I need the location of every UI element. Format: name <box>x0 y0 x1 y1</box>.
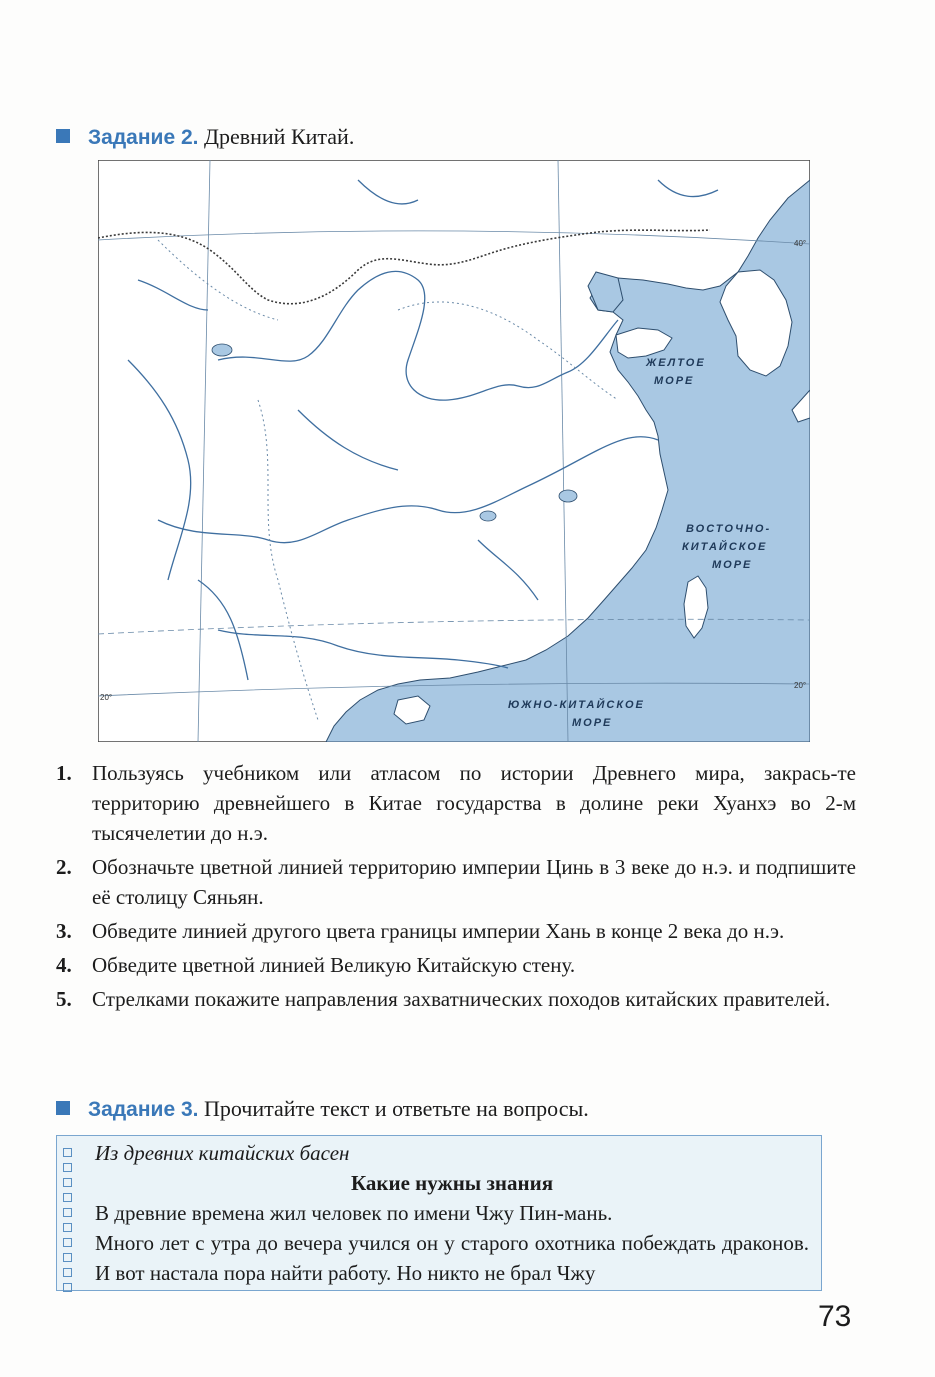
degree-label-20-right: 20° <box>794 681 807 690</box>
task2-label: Задание 2. <box>88 126 199 149</box>
text-source: Из древних китайских басен <box>95 1141 350 1165</box>
task3-label: Задание 3. <box>88 1098 199 1121</box>
task-text: Обведите цветной линией Великую Китайскую стену. <box>92 953 576 977</box>
task3-title: Прочитайте текст и ответьте на вопросы. <box>203 1096 589 1121</box>
task-text: Пользуясь учебником или атласом по истории Древнего мира, закрась-те территорию древнейшего в Китае государства в долине реки Хуанхэ во 2-м тысячелетии до н.э. <box>92 761 856 845</box>
task2-heading <box>56 124 354 150</box>
decorative-squares <box>63 1148 73 1298</box>
map-ancient-china <box>98 160 810 742</box>
east-sea-label-3: МОРЕ <box>712 559 753 571</box>
task-item <box>56 984 856 1014</box>
task-text: Стрелками покажите направления захватнических походов китайских правителей. <box>92 987 831 1011</box>
bullet-square-icon <box>56 1101 70 1115</box>
page-number: 73 <box>818 1300 852 1333</box>
reading-text-box <box>56 1135 822 1291</box>
yellow-sea-label-1: ЖЕЛТОЕ <box>646 357 706 369</box>
task-number: 5. <box>56 987 72 1011</box>
bullet-square-icon <box>56 129 70 143</box>
text-paragraph: В древние времена жил человек по имени Чжу Пин-мань. <box>95 1201 613 1225</box>
degree-label-40: 40° <box>794 239 807 248</box>
degree-label-20-left: 20° <box>100 693 113 702</box>
task-number: 2. <box>56 855 72 879</box>
task3-heading <box>56 1096 589 1122</box>
south-sea-label-1: ЮЖНО-КИТАЙСКОЕ <box>508 699 645 711</box>
yellow-sea-label-2: МОРЕ <box>654 375 695 387</box>
task-item <box>56 950 856 980</box>
east-sea-label-2: КИТАЙСКОЕ <box>682 541 768 553</box>
task-number: 4. <box>56 953 72 977</box>
task-number: 1. <box>56 761 72 785</box>
task-item <box>56 758 856 848</box>
text-title: Какие нужны знания <box>350 1171 554 1195</box>
east-sea-label-1: ВОСТОЧНО- <box>686 523 772 535</box>
task-text: Обведите линией другого цвета границы империи Хань в конце 2 века до н.э. <box>92 919 785 943</box>
task-text: Обозначьте цветной линией территорию империи Цинь в 3 веке до н.э. и подпишите её столицу Сяньян. <box>92 855 856 909</box>
task2-list <box>56 758 856 1018</box>
task2-title: Древний Китай. <box>203 124 355 149</box>
task-item <box>56 852 856 912</box>
task-number: 3. <box>56 919 72 943</box>
south-sea-label-2: МОРЕ <box>572 717 613 729</box>
task-item <box>56 916 856 946</box>
text-paragraph: Много лет с утра до вечера учился он у старого охотника побеждать драконов. И вот настала пора найти работу. Но никто не брал Чжу <box>95 1231 809 1285</box>
